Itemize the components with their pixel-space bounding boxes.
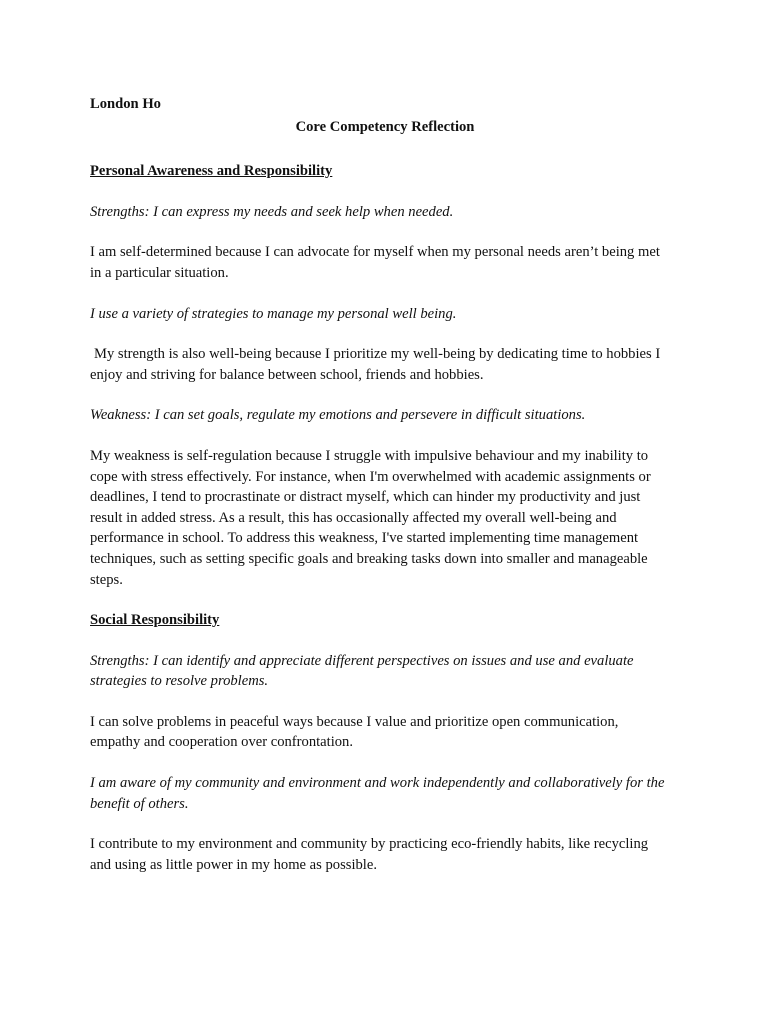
- author-name: London Ho: [90, 96, 161, 112]
- competency-statement: I use a variety of strategies to manage my personal well being.: [90, 305, 457, 322]
- reflection-paragraph: I am self-determined because I can advocate for myself when my personal needs aren’t being met in a particular situation.: [90, 244, 660, 281]
- section-personal-awareness: [90, 161, 672, 590]
- competency-statement: I am aware of my community and environment and work independently and collaboratively for the benefit of others.: [90, 775, 665, 812]
- reflection-paragraph: My weakness is self-regulation because I struggle with impulsive behaviour and my inability to cope with stress effectively. For instance, when I'm overwhelmed with academic assignments or deadlines, I tend to procrastinate or distract myself, which can hinder my productivity and just result in added stress. As a result, this has occasionally affected my overall well-being and performance in school. To address this weakness, I've started implementing time management techniques, such as setting specific goals and breaking tasks down into smaller and manageable steps.: [90, 447, 651, 588]
- competency-statement: Weakness: I can set goals, regulate my emotions and persevere in difficult situations.: [90, 407, 586, 424]
- reflection-paragraph: I contribute to my environment and community by practicing eco-friendly habits, like recycling and using as little power in my home as possible.: [90, 836, 649, 873]
- reflection-paragraph: My strength is also well-being because I prioritize my well-being by dedicating time to hobbies I enjoy and striving for balance between school, friends and hobbies.: [90, 346, 661, 383]
- competency-statement: Strengths: I can identify and appreciate different perspectives on issues and use and evaluate strategies to resolve problems.: [90, 652, 634, 690]
- competency-statement: Strengths: I can express my needs and seek help when needed.: [90, 203, 454, 220]
- section-heading: Social Responsibility: [90, 612, 220, 629]
- document-title: Core Competency Reflection: [295, 118, 475, 135]
- reflection-paragraph: I can solve problems in peaceful ways because I value and prioritize open communication, empathy and cooperation over confrontation.: [90, 713, 619, 751]
- section-heading: Personal Awareness and Responsibility: [90, 163, 333, 180]
- section-social-responsibility: [90, 610, 672, 875]
